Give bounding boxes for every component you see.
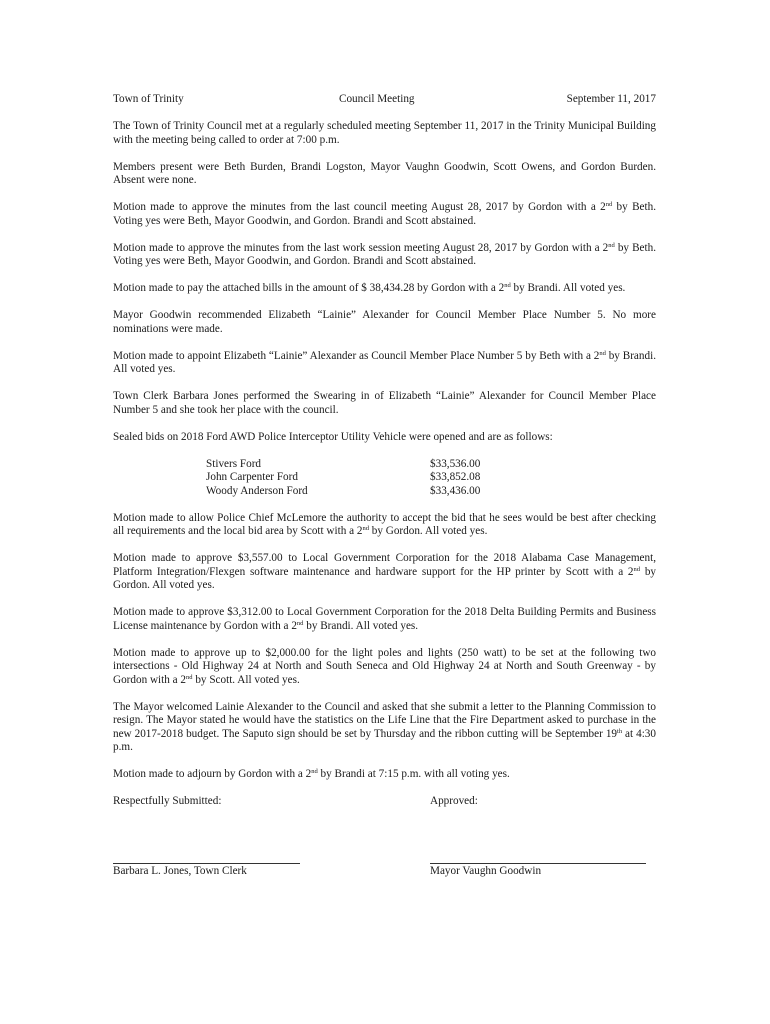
paragraph-text: Motion made to allow Police Chief McLemore the authority to accept the bid that he sees would be best after checking all requirements and the local bid area by Scott with a 2 bbox=[113, 511, 656, 537]
paragraph-text: Sealed bids on 2018 Ford AWD Police Interceptor Utility Vehicle were opened and are as follows: bbox=[113, 430, 553, 443]
ordinal-suffix: nd bbox=[311, 768, 318, 775]
paragraph-text: Motion made to adjourn by Gordon with a 2 bbox=[113, 768, 312, 780]
ordinal-suffix: th bbox=[617, 727, 623, 735]
bid-dealer-name: Woody Anderson Ford bbox=[206, 484, 308, 497]
bid-dealer-name: John Carpenter Ford bbox=[206, 471, 298, 483]
ordinal-suffix: nd bbox=[296, 619, 304, 627]
paragraph-text: Motion made to approve up to $2,000.00 for the light poles and lights (250 watt) to be set at the following two intersections - Old Highway 24 at North and South Seneca and Old Highway 24 at North and South Greenway - by Gordon with a 2 bbox=[113, 646, 656, 686]
paragraph-text: by Gordon. All voted yes. bbox=[113, 565, 656, 591]
ordinal-suffix: nd bbox=[362, 525, 369, 532]
paragraph-minutes-work-session bbox=[113, 242, 656, 269]
paragraph-case-management bbox=[113, 552, 656, 593]
bid-amount: $33,852.08 bbox=[430, 471, 481, 483]
approved-label: Approved: bbox=[430, 795, 478, 807]
paragraph-police-chief-authority bbox=[113, 512, 656, 539]
paragraph-text: by Beth. Voting yes were Beth, Mayor Goodwin, and Gordon. Brandi and Scott abstained. bbox=[113, 241, 656, 267]
bid-row bbox=[206, 458, 656, 472]
document-header bbox=[113, 93, 656, 107]
paragraph-text: by Brandi. All voted yes. bbox=[510, 282, 626, 294]
paragraph-text: by Gordon. All voted yes. bbox=[368, 525, 488, 537]
mayor-name: Mayor Vaughn Goodwin bbox=[430, 865, 542, 877]
paragraph-text: Motion made to approve $3,557.00 to Local Government Corporation for the 2018 Alabama Case Management, Platform Integration/Flexgen software maintenance and hardware support for the HP printer by Scott with a 2 bbox=[113, 552, 656, 578]
paragraph-text: by Brandi at 7:15 p.m. with all voting yes. bbox=[317, 768, 510, 780]
ordinal-suffix: nd bbox=[599, 349, 606, 357]
header-date: September 11, 2017 bbox=[566, 93, 656, 105]
paragraph-text: Motion made to pay the attached bills in the amount of $ 38,434.28 by Gordon with a 2 bbox=[113, 282, 505, 294]
signature-line bbox=[113, 863, 300, 864]
paragraph-building-permits bbox=[113, 606, 656, 633]
signature-block bbox=[113, 849, 656, 889]
paragraph-text: by Brandi. All voted yes. bbox=[303, 619, 419, 632]
paragraph-adjourn bbox=[113, 768, 656, 782]
bid-row bbox=[206, 485, 656, 499]
paragraph-light-poles bbox=[113, 647, 656, 688]
paragraph-text: The Town of Trinity Council met at a regularly scheduled meeting September 11, 2017 in the Trinity Municipal Building with the meeting being called to order at 7:00 p.m. bbox=[113, 120, 656, 146]
submitted-label: Respectfully Submitted: bbox=[113, 795, 222, 807]
paragraph-text: Motion made to approve the minutes from the last council meeting August 28, 2017 by Gordon with a 2 bbox=[113, 201, 606, 213]
signature-line bbox=[430, 863, 646, 864]
header-town: Town of Trinity bbox=[113, 93, 184, 105]
paragraph-text: The Mayor welcomed Lainie Alexander to the Council and asked that she submit a letter to the Planning Commission to resign. The Mayor stated he would have the statistics on the Life Line that the Fire Department asked to purchase in the new 2017-2018 budget. The Saputo sign should be set by Thursday and the ribbon cutting will be September 19 bbox=[113, 700, 656, 740]
paragraph-call-to-order bbox=[113, 120, 656, 147]
ordinal-suffix: nd bbox=[605, 201, 613, 208]
paragraph-text: Members present were Beth Burden, Brandi Logston, Mayor Vaughn Goodwin, Scott Owens, and Gordon Burden. Absent were none. bbox=[113, 160, 656, 186]
paragraph-text: Motion made to appoint Elizabeth “Lainie” Alexander as Council Member Place Number 5 by Beth with a 2 bbox=[113, 349, 600, 362]
minutes-document bbox=[113, 93, 656, 889]
paragraph-minutes-council bbox=[113, 201, 656, 228]
paragraph-text: at 4:30 p.m. bbox=[113, 727, 656, 753]
paragraph-text: Mayor Goodwin recommended Elizabeth “Lainie” Alexander for Council Member Place Number 5. No more nominations were made. bbox=[113, 309, 656, 335]
paragraph-text: Town Clerk Barbara Jones performed the Swearing in of Elizabeth “Lainie” Alexander for Council Member Place Number 5 and she took her place with the council. bbox=[113, 390, 656, 416]
bid-dealer-name: Stivers Ford bbox=[206, 457, 262, 470]
paragraph-members-present bbox=[113, 161, 656, 188]
paragraph-sealed-bids bbox=[113, 431, 656, 445]
bid-amount: $33,536.00 bbox=[430, 457, 481, 470]
paragraph-text: by Beth. Voting yes were Beth, Mayor Goodwin, and Gordon. Brandi and Scott abstained. bbox=[113, 201, 656, 227]
bids-list bbox=[206, 458, 656, 499]
ordinal-suffix: nd bbox=[608, 241, 615, 249]
ordinal-suffix: nd bbox=[186, 673, 193, 681]
paragraph-text: by Brandi. All voted yes. bbox=[113, 349, 656, 375]
paragraph-text: by Scott. All voted yes. bbox=[192, 673, 300, 686]
paragraph-appointment bbox=[113, 350, 656, 377]
clerk-name: Barbara L. Jones, Town Clerk bbox=[113, 865, 247, 877]
ordinal-suffix: nd bbox=[633, 565, 641, 573]
paragraph-swearing-in bbox=[113, 390, 656, 417]
paragraph-pay-bills bbox=[113, 282, 656, 296]
paragraph-mayor-remarks bbox=[113, 701, 656, 755]
paragraph-text: Motion made to approve $3,312.00 to Local Government Corporation for the 2018 Delta Building Permits and Business License maintenance by Gordon with a 2 bbox=[113, 606, 656, 632]
ordinal-suffix: nd bbox=[504, 282, 511, 289]
bid-amount: $33,436.00 bbox=[430, 484, 481, 497]
paragraph-recommendation bbox=[113, 309, 656, 336]
bid-row bbox=[206, 471, 656, 485]
paragraph-text: Motion made to approve the minutes from the last work session meeting August 28, 2017 by Gordon with a 2 bbox=[113, 241, 609, 254]
header-meeting-type: Council Meeting bbox=[339, 93, 415, 105]
signature-labels bbox=[113, 795, 656, 809]
